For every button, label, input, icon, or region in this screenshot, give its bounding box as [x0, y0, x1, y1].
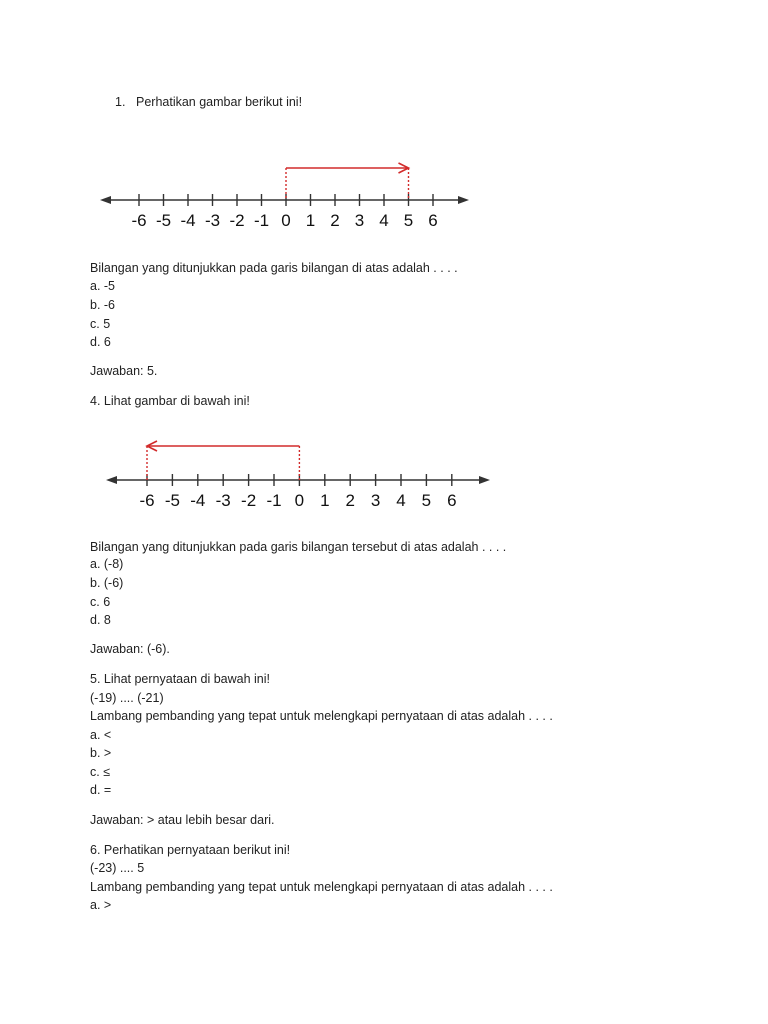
tick-label: 0 [281, 211, 291, 230]
tick-label: 0 [294, 491, 305, 510]
q1-option-d[interactable]: d. 6 [90, 335, 111, 349]
q6-statement: (-23) .... 5 [90, 861, 145, 875]
q5-question: Lambang pembanding yang tepat untuk melengkapi pernyataan di atas adalah . . . . [90, 709, 553, 723]
q5-option-d[interactable]: d. = [90, 783, 112, 797]
q4-option-a[interactable]: a. (-8) [90, 557, 124, 571]
q5-option-a[interactable]: a. < [90, 728, 112, 742]
q1-answer: Jawaban: 5. [90, 364, 158, 378]
q1-heading [115, 94, 302, 110]
tick-label: -2 [229, 211, 245, 230]
tick-label: 2 [345, 491, 355, 510]
q4-number-line [0, 430, 768, 520]
tick-label: -4 [190, 491, 206, 510]
tick-label: 1 [305, 211, 316, 230]
q1-option-a[interactable]: a. -5 [90, 279, 116, 293]
tick-label: 3 [354, 211, 365, 230]
q1-question: Bilangan yang ditunjukkan pada garis bilangan di atas adalah . . . . [90, 261, 458, 275]
q6-title: 6. Perhatikan pernyataan berikut ini! [90, 843, 291, 857]
q4-option-b[interactable]: b. (-6) [90, 576, 124, 590]
tick-label: 3 [370, 491, 381, 510]
axis-right-arrowhead [458, 196, 469, 204]
tick-label: -1 [253, 211, 270, 230]
tick-label: 2 [330, 211, 340, 230]
tick-label: 4 [379, 211, 389, 230]
tick-label: -5 [155, 211, 172, 230]
q4-option-d[interactable]: d. 8 [90, 613, 111, 627]
q5-option-b[interactable]: b. > [90, 746, 112, 760]
q6-option-a[interactable]: a. > [90, 898, 112, 912]
q1-option-b[interactable]: b. -6 [90, 298, 116, 312]
axis-left-arrowhead [106, 476, 117, 484]
q1-number-line [0, 150, 768, 240]
tick-label: -5 [164, 491, 180, 510]
q1-number: 1. [115, 95, 126, 109]
q1-title: Perhatikan gambar berikut ini! [136, 95, 303, 109]
q4-question: Bilangan yang ditunjukkan pada garis bilangan tersebut di atas adalah . . . . [90, 540, 507, 554]
tick-label: -2 [241, 491, 257, 510]
tick-label: -6 [131, 211, 147, 230]
tick-label: 5 [403, 211, 414, 230]
axis-left-arrowhead [100, 196, 111, 204]
tick-label: -3 [215, 491, 231, 510]
tick-label: -1 [266, 491, 282, 510]
tick-label: 1 [320, 491, 330, 510]
q1-option-c[interactable]: c. 5 [90, 317, 111, 331]
q4-answer: Jawaban: (-6). [90, 642, 170, 656]
q6-question: Lambang pembanding yang tepat untuk melengkapi pernyataan di atas adalah . . . . [90, 880, 553, 894]
tick-label: 4 [396, 491, 406, 510]
axis-right-arrowhead [479, 476, 490, 484]
q5-option-c[interactable]: c. ≤ [90, 765, 111, 779]
tick-label: -3 [204, 211, 221, 230]
tick-label: -4 [180, 211, 196, 230]
q5-answer: Jawaban: > atau lebih besar dari. [90, 813, 275, 827]
q5-title: 5. Lihat pernyataan di bawah ini! [90, 672, 270, 686]
q5-statement: (-19) .... (-21) [90, 691, 164, 705]
tick-label: 6 [428, 211, 438, 230]
tick-label: 5 [421, 491, 432, 510]
tick-label: 6 [447, 491, 457, 510]
q4-title: 4. Lihat gambar di bawah ini! [90, 394, 250, 408]
tick-label: -6 [139, 491, 155, 510]
q4-option-c[interactable]: c. 6 [90, 595, 111, 609]
